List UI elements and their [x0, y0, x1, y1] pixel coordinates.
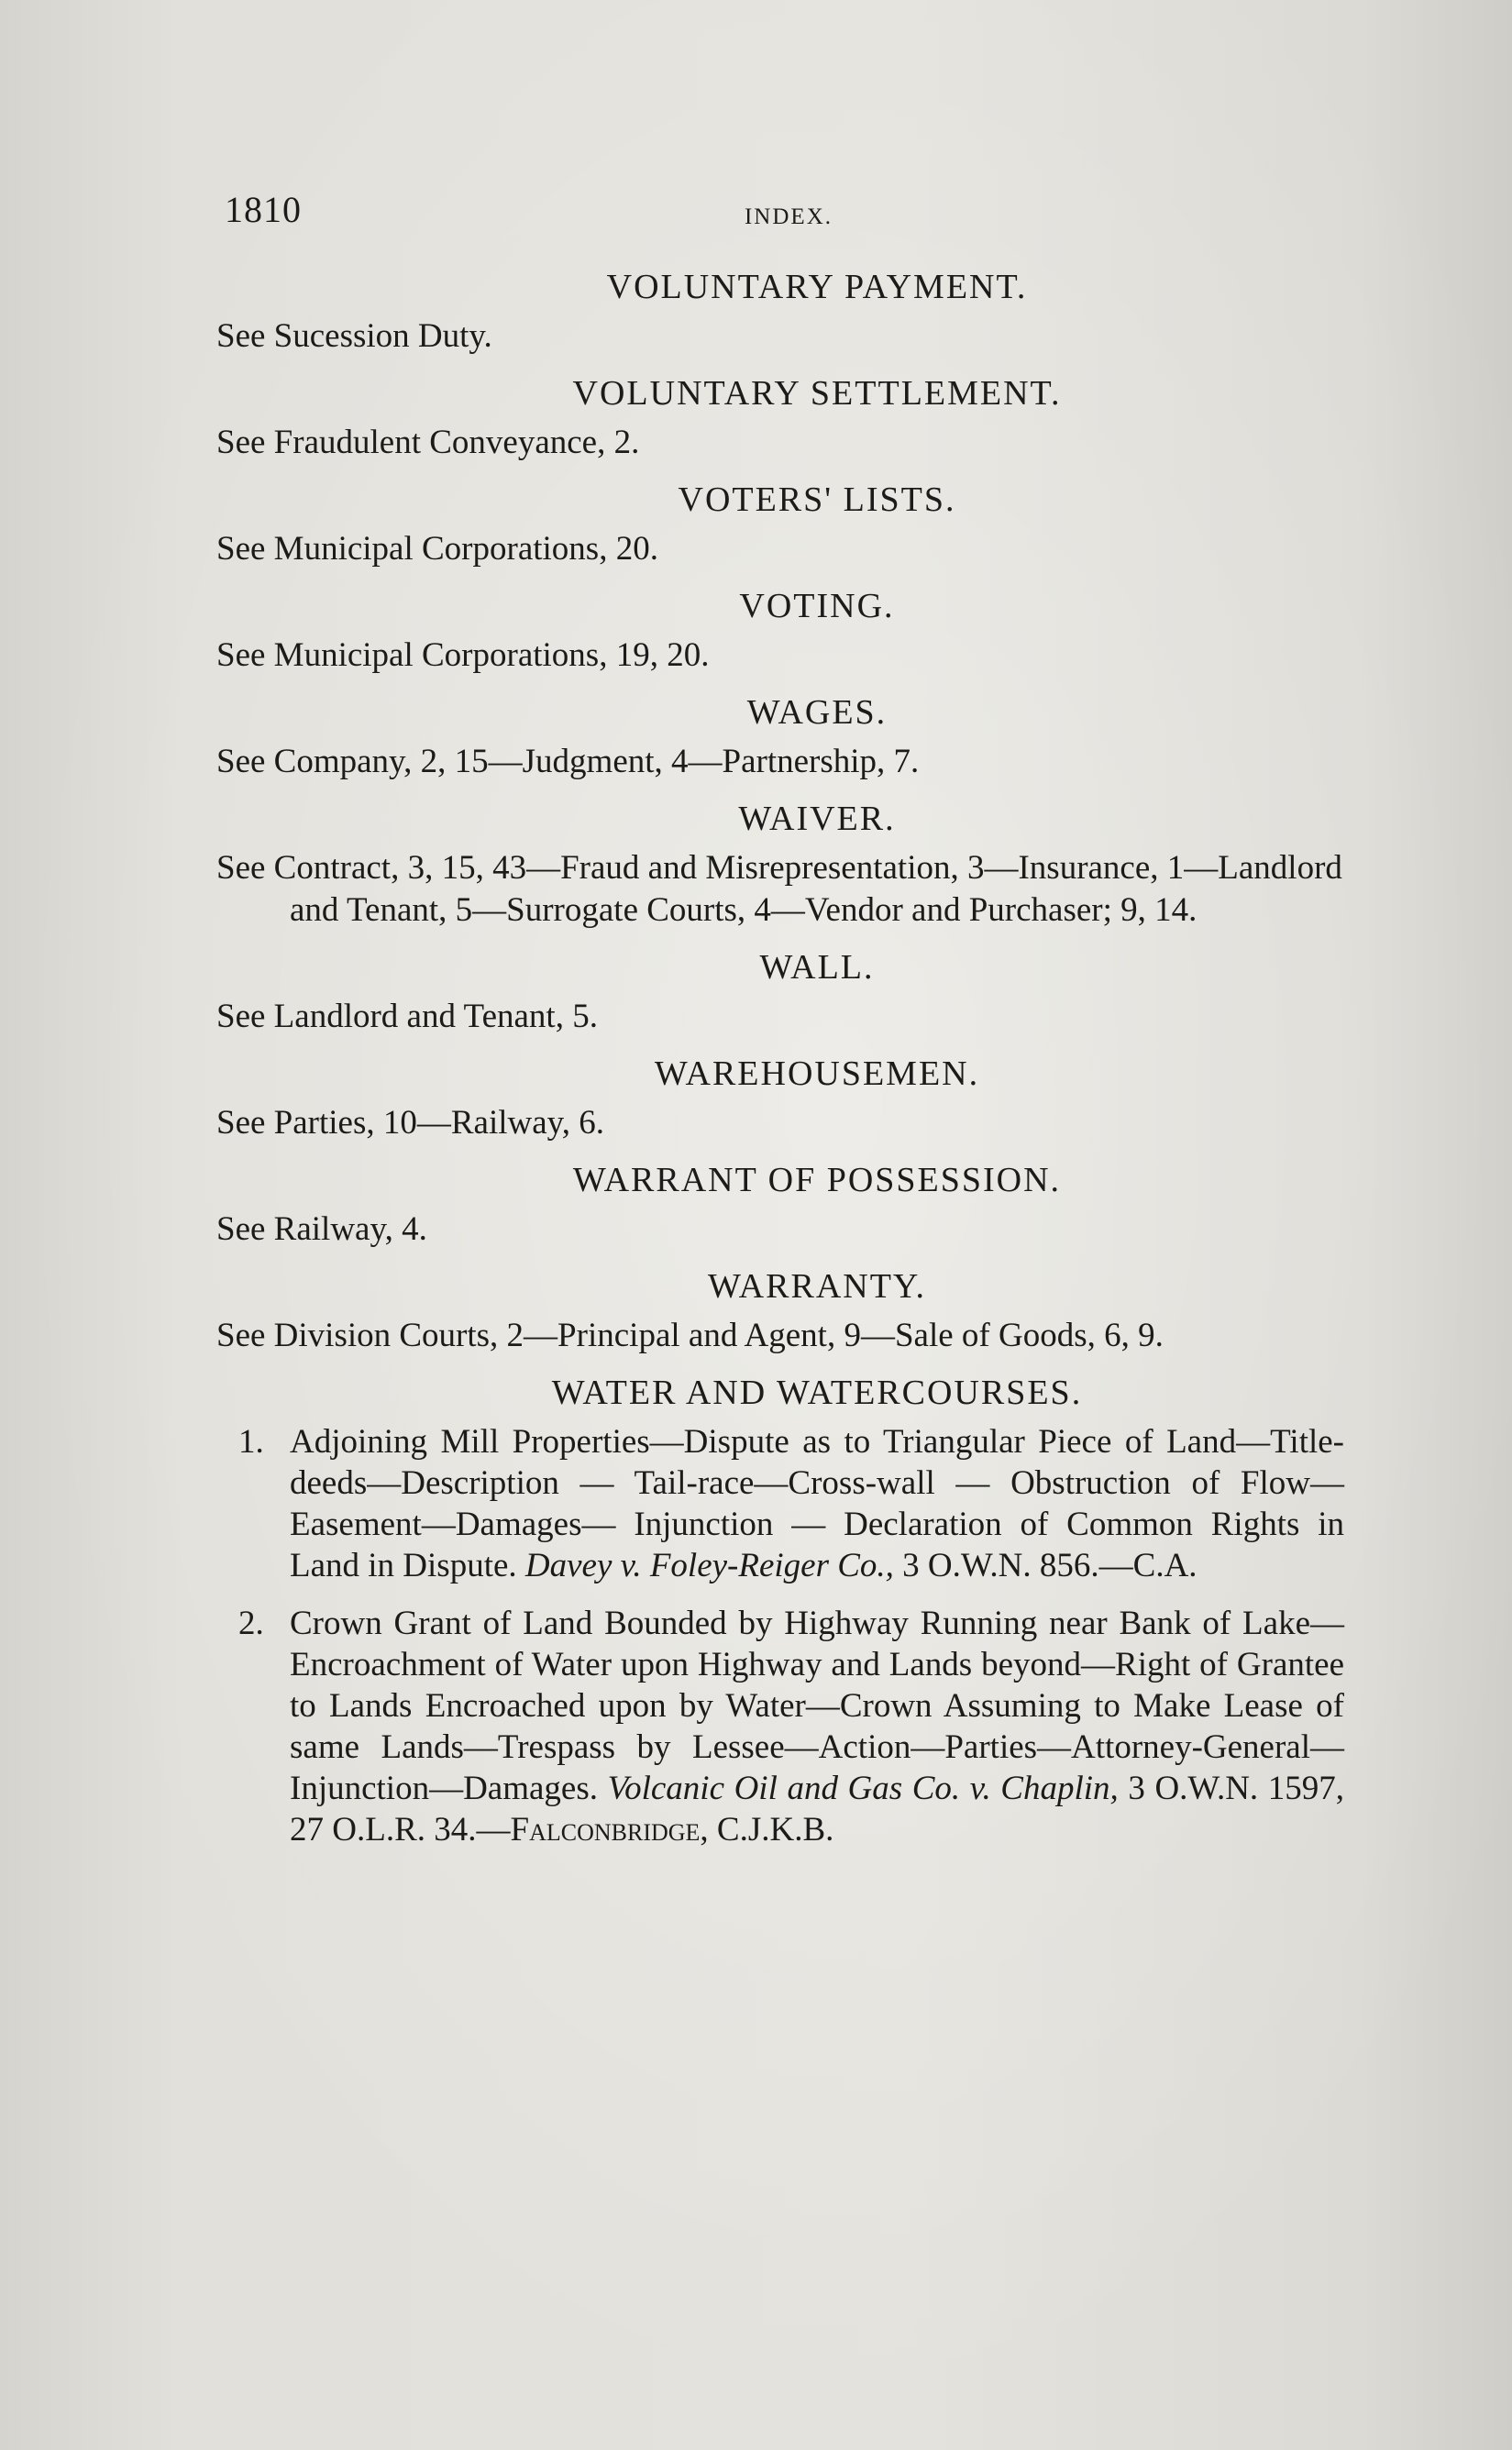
entry-text: See Parties, 10—Railway, 6.: [216, 1104, 605, 1142]
index-entry-voluntary-settlement: [216, 372, 1344, 464]
case-name: Volcanic Oil and Gas Co. v. Chaplin,: [607, 1770, 1119, 1807]
entry-text: See Municipal Corporations, 20.: [216, 530, 658, 568]
entry-heading: WAREHOUSEMEN.: [654, 1054, 980, 1093]
case-name: Davey v. Foley-Reiger Co.,: [524, 1547, 894, 1584]
entry-heading: WALL.: [759, 948, 875, 987]
entry-heading: WATER AND WATERCOURSES.: [551, 1374, 1083, 1412]
entry-text: See Railway, 4.: [216, 1210, 427, 1248]
index-entry-voting: [216, 585, 1344, 677]
entry-text: See Municipal Corporations, 19, 20.: [216, 636, 710, 674]
case-citation: 3 O.W.N. 1597, 27 O.L.R. 34.—: [290, 1770, 1345, 1849]
entry-heading: VOTING.: [739, 587, 895, 625]
entry-text: See Sucession Duty.: [216, 317, 492, 355]
case-judge: C.A.: [1132, 1547, 1197, 1584]
running-title: INDEX.: [744, 204, 833, 229]
case-number: 1.: [238, 1423, 264, 1461]
index-entry-warrant-of-possession: [216, 1159, 1344, 1251]
case-number: 2.: [238, 1605, 264, 1642]
index-entry-wages: [216, 691, 1344, 783]
running-head: [225, 188, 1352, 234]
case-digest: [216, 1421, 1344, 1586]
index-entry-water-and-watercourses: [216, 1372, 1344, 1850]
case-text: Crown Grant of Land Bounded by Highway Running near Bank of Lake—Encroachment of Water upon Highway and Lands beyond—Right of Grantee to Lands Encroached upon by Water—Crown Assuming to Make Lease of same Lands—Trespass by Lessee—Action—Parties—Attorney-General—Injunction—Damages.: [290, 1605, 1344, 1807]
page-number: 1810: [225, 189, 302, 230]
entry-text: See Company, 2, 15—Judgment, 4—Partnership, 7.: [216, 743, 920, 780]
entry-text: See Landlord and Tenant, 5.: [216, 998, 598, 1035]
case-judge: Falconbridge, C.J.K.B.: [510, 1811, 834, 1849]
entry-heading: WAIVER.: [738, 800, 896, 838]
index-entry-voters-lists: [216, 479, 1344, 570]
case-text: Adjoining Mill Properties—Dispute as to Triangular Piece of Land—Title-deeds—Description — Tail-race—Cross-wall — Obstruction of Flow—Easement—Damages— Injunction — Declaration of Common Rights in Land in Dispute.: [290, 1423, 1344, 1584]
index-content: [216, 266, 1344, 1867]
entry-heading: VOTERS' LISTS.: [678, 480, 956, 519]
index-entry-waiver: [216, 798, 1344, 932]
entry-heading: VOLUNTARY PAYMENT.: [606, 268, 1028, 306]
entry-text: See Division Courts, 2—Principal and Agent, 9—Sale of Goods, 6, 9.: [216, 1317, 1164, 1354]
index-entry-voluntary-payment: [216, 266, 1344, 358]
entry-heading: WARRANTY.: [708, 1267, 926, 1306]
index-entry-wall: [216, 946, 1344, 1038]
index-entry-warehousemen: [216, 1053, 1344, 1144]
entry-text: See Fraudulent Conveyance, 2.: [216, 424, 640, 461]
index-entry-warranty: [216, 1265, 1344, 1357]
case-digest: [216, 1603, 1344, 1850]
entry-heading: VOLUNTARY SETTLEMENT.: [572, 374, 1062, 413]
entry-heading: WARRANT OF POSSESSION.: [572, 1161, 1062, 1199]
entry-text: See Contract, 3, 15, 43—Fraud and Misrepresentation, 3—Insurance, 1—Landlord and Tenant, 5—Surrogate Courts, 4—Vendor and Purchaser; 9, 14.: [216, 849, 1342, 929]
entry-heading: WAGES.: [746, 693, 888, 732]
case-citation: 3 O.W.N. 856.—: [902, 1547, 1133, 1584]
